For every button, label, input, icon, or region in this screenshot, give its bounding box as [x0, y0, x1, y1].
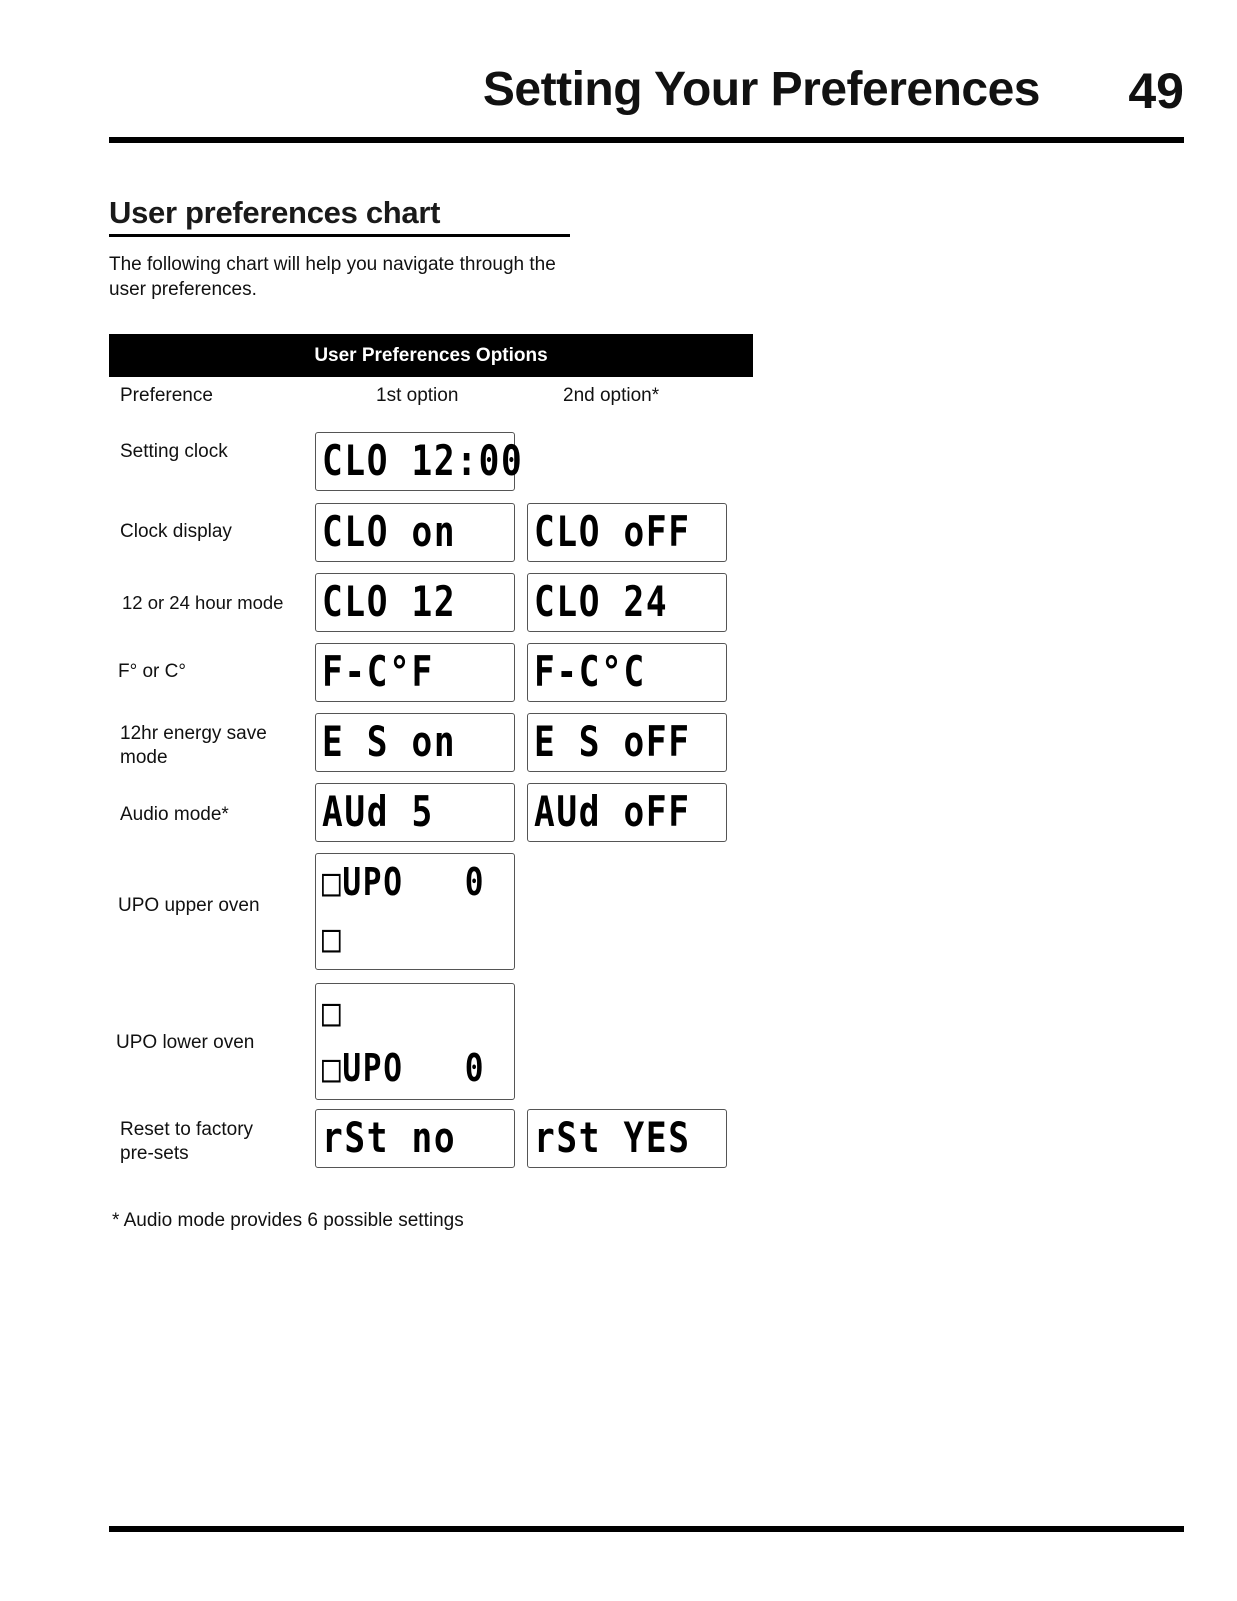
lcd-text: CLO 12 [322, 577, 457, 626]
lcd-line: □ [322, 916, 343, 960]
lcd-display [315, 713, 515, 772]
lcd-text: F-C°F [322, 647, 434, 696]
lcd-display [315, 503, 515, 562]
table-banner: User Preferences Options [109, 334, 753, 377]
lcd-display [527, 1109, 727, 1168]
lcd-display [315, 573, 515, 632]
intro-text: The following chart will help you navigate through the user preferences. [109, 254, 556, 300]
column-header-first-option: 1st option [376, 385, 459, 406]
lcd-line: □UPO 0 [322, 860, 486, 904]
row-label-reset-factory: Reset to factory pre-sets [120, 1119, 254, 1164]
lcd-display [315, 432, 524, 491]
lcd-line: □ [322, 990, 343, 1034]
row-label-clock-display: Clock display [120, 521, 232, 542]
lcd-text: F-C°C [534, 647, 646, 696]
lcd-display [315, 853, 515, 970]
lcd-text: rSt YES [534, 1113, 691, 1162]
row-label-setting-clock: Setting clock [120, 441, 228, 462]
top-divider [109, 137, 1184, 143]
lcd-display [315, 783, 515, 842]
section-title: User preferences chart [109, 195, 441, 230]
lcd-text: CLO 12:00 [322, 436, 524, 485]
lcd-display [527, 503, 727, 562]
lcd-display [315, 983, 515, 1100]
lcd-text: CLO oFF [534, 507, 691, 556]
lcd-text: rSt no [322, 1113, 457, 1162]
row-label-audio-mode: Audio mode* [120, 804, 229, 825]
lcd-text: CLO 24 [534, 577, 669, 626]
section-divider [109, 234, 570, 237]
row-label-upo-upper-oven: UPO upper oven [118, 895, 260, 916]
lcd-display [527, 783, 727, 842]
column-header-second-option: 2nd option* [563, 385, 660, 406]
lcd-display [527, 573, 727, 632]
column-header-preference: Preference [120, 385, 213, 406]
row-label-temperature-unit: F° or C° [118, 661, 186, 682]
row-label-hour-mode: 12 or 24 hour mode [122, 592, 284, 613]
lcd-line: □UPO 0 [322, 1046, 486, 1090]
lcd-text: CLO on [322, 507, 457, 556]
lcd-text: AUd 5 [322, 787, 434, 836]
lcd-text: AUd oFF [534, 787, 691, 836]
page-title: Setting Your Preferences [482, 63, 1040, 116]
bottom-divider [109, 1526, 1184, 1532]
page-number: 49 [1128, 63, 1184, 119]
lcd-display [527, 713, 727, 772]
lcd-display [315, 643, 515, 702]
lcd-display [315, 1109, 515, 1168]
footnote: * Audio mode provides 6 possible settings [112, 1210, 464, 1231]
row-label-energy-save: 12hr energy save mode [120, 723, 267, 768]
row-label-upo-lower-oven: UPO lower oven [116, 1032, 255, 1053]
lcd-text: E S on [322, 717, 457, 766]
lcd-text: E S oFF [534, 717, 691, 766]
lcd-display [527, 643, 727, 702]
